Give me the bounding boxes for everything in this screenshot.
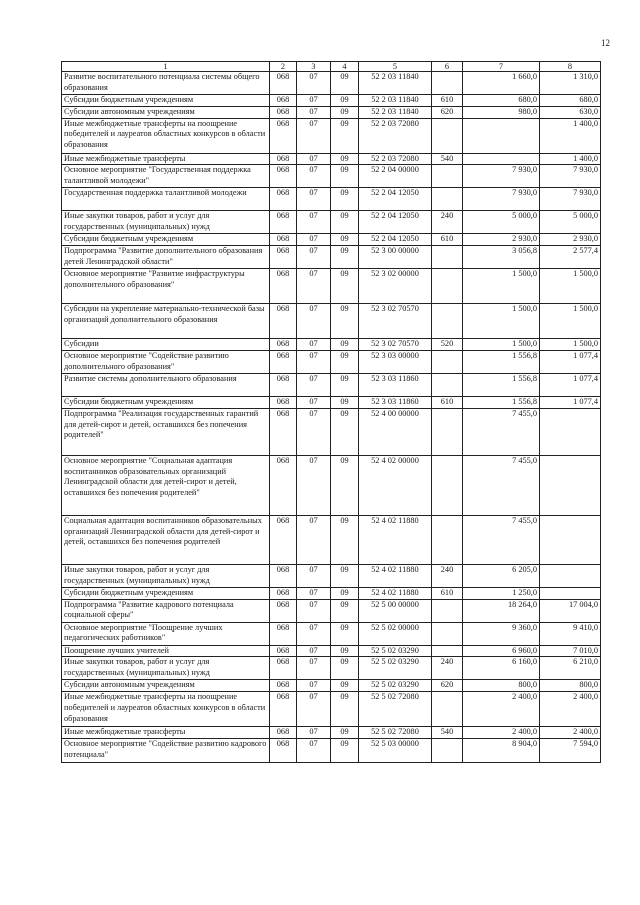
admin-code-cell: 068 [270, 339, 297, 351]
row-name-cell: Субсидии на укрепление материально-технической базы организаций дополнительного образования [62, 304, 270, 339]
admin-code-cell: 068 [270, 564, 297, 587]
column-header: 7 [463, 62, 540, 72]
subsection-code-cell: 09 [331, 564, 359, 587]
expense-type-code-cell [432, 645, 463, 657]
amount-year-1-cell: 980,0 [463, 106, 540, 118]
subsection-code-cell: 09 [331, 246, 359, 269]
section-code-cell: 07 [297, 738, 331, 762]
expense-type-code-cell: 610 [432, 95, 463, 107]
section-code-cell: 07 [297, 269, 331, 304]
expense-type-code-cell: 620 [432, 680, 463, 692]
amount-year-1-cell: 1 556,8 [463, 373, 540, 396]
amount-year-2-cell: 1 077,4 [540, 396, 601, 408]
row-name-cell: Иные межбюджетные трансферты на поощрение победителей и лауреатов областных конкурсов в области образования [62, 118, 270, 153]
subsection-code-cell: 09 [331, 106, 359, 118]
subsection-code-cell: 09 [331, 211, 359, 234]
amount-year-2-cell: 17 004,0 [540, 599, 601, 622]
amount-year-2-cell: 7 594,0 [540, 738, 601, 762]
amount-year-1-cell [463, 153, 540, 165]
row-name-cell: Основное мероприятие "Содействие развитию дополнительного образования" [62, 350, 270, 373]
subsection-code-cell: 09 [331, 455, 359, 515]
amount-year-2-cell [540, 455, 601, 515]
amount-year-1-cell: 2 930,0 [463, 234, 540, 246]
amount-year-2-cell: 5 000,0 [540, 211, 601, 234]
target-code-cell: 52 2 03 11840 [359, 72, 432, 95]
table-row [62, 72, 601, 95]
section-code-cell: 07 [297, 657, 331, 680]
amount-year-2-cell [540, 515, 601, 564]
table-row [62, 339, 601, 351]
target-code-cell: 52 5 02 00000 [359, 622, 432, 645]
amount-year-1-cell: 3 056,8 [463, 246, 540, 269]
admin-code-cell: 068 [270, 657, 297, 680]
amount-year-2-cell: 1 077,4 [540, 350, 601, 373]
amount-year-1-cell: 1 556,8 [463, 350, 540, 373]
table-row [62, 118, 601, 153]
column-header: 4 [331, 62, 359, 72]
subsection-code-cell: 09 [331, 188, 359, 211]
subsection-code-cell: 09 [331, 72, 359, 95]
admin-code-cell: 068 [270, 599, 297, 622]
table-row [62, 350, 601, 373]
amount-year-1-cell: 1 500,0 [463, 339, 540, 351]
section-code-cell: 07 [297, 692, 331, 727]
admin-code-cell: 068 [270, 269, 297, 304]
amount-year-1-cell: 6 960,0 [463, 645, 540, 657]
subsection-code-cell: 09 [331, 727, 359, 739]
target-code-cell: 52 4 00 00000 [359, 408, 432, 455]
admin-code-cell: 068 [270, 188, 297, 211]
amount-year-2-cell: 2 400,0 [540, 727, 601, 739]
target-code-cell: 52 4 02 11880 [359, 515, 432, 564]
admin-code-cell: 068 [270, 211, 297, 234]
expense-type-code-cell: 520 [432, 339, 463, 351]
amount-year-2-cell: 2 577,4 [540, 246, 601, 269]
row-name-cell: Иные закупки товаров, работ и услуг для государственных (муниципальных) нужд [62, 564, 270, 587]
row-name-cell: Государственная поддержка талантливой молодежи [62, 188, 270, 211]
admin-code-cell: 068 [270, 515, 297, 564]
amount-year-2-cell: 7 930,0 [540, 188, 601, 211]
row-name-cell: Субсидии автономным учреждениям [62, 106, 270, 118]
row-name-cell: Развитие системы дополнительного образования [62, 373, 270, 396]
row-name-cell: Субсидии бюджетным учреждениям [62, 587, 270, 599]
section-code-cell: 07 [297, 396, 331, 408]
target-code-cell: 52 5 00 00000 [359, 599, 432, 622]
target-code-cell: 52 4 02 00000 [359, 455, 432, 515]
column-header: 5 [359, 62, 432, 72]
expense-type-code-cell [432, 188, 463, 211]
table-row [62, 408, 601, 455]
row-name-cell: Основное мероприятие "Поощрение лучших педагогических работников" [62, 622, 270, 645]
page-number: 12 [601, 38, 610, 48]
expense-type-code-cell [432, 738, 463, 762]
target-code-cell: 52 2 04 00000 [359, 165, 432, 188]
section-code-cell: 07 [297, 118, 331, 153]
subsection-code-cell: 09 [331, 373, 359, 396]
amount-year-1-cell [463, 118, 540, 153]
expense-type-code-cell [432, 350, 463, 373]
subsection-code-cell: 09 [331, 587, 359, 599]
section-code-cell: 07 [297, 564, 331, 587]
column-header: 3 [297, 62, 331, 72]
amount-year-2-cell: 1 400,0 [540, 118, 601, 153]
subsection-code-cell: 09 [331, 645, 359, 657]
row-name-cell: Основное мероприятие "Содействие развитию кадрового потенциала" [62, 738, 270, 762]
table-row [62, 657, 601, 680]
section-code-cell: 07 [297, 234, 331, 246]
expense-type-code-cell [432, 515, 463, 564]
table-row [62, 95, 601, 107]
target-code-cell: 52 3 00 00000 [359, 246, 432, 269]
target-code-cell: 52 5 02 03290 [359, 645, 432, 657]
expense-type-code-cell: 240 [432, 657, 463, 680]
section-code-cell: 07 [297, 373, 331, 396]
table-row [62, 645, 601, 657]
section-code-cell: 07 [297, 455, 331, 515]
amount-year-2-cell: 6 210,0 [540, 657, 601, 680]
subsection-code-cell: 09 [331, 396, 359, 408]
table-row [62, 304, 601, 339]
amount-year-2-cell: 1 310,0 [540, 72, 601, 95]
amount-year-1-cell: 2 400,0 [463, 692, 540, 727]
amount-year-1-cell: 5 000,0 [463, 211, 540, 234]
expense-type-code-cell: 540 [432, 153, 463, 165]
section-code-cell: 07 [297, 727, 331, 739]
target-code-cell: 52 5 03 00000 [359, 738, 432, 762]
expense-type-code-cell [432, 622, 463, 645]
amount-year-1-cell: 7 455,0 [463, 515, 540, 564]
budget-table [61, 61, 601, 763]
admin-code-cell: 068 [270, 304, 297, 339]
admin-code-cell: 068 [270, 165, 297, 188]
subsection-code-cell: 09 [331, 118, 359, 153]
admin-code-cell: 068 [270, 118, 297, 153]
target-code-cell: 52 5 02 03290 [359, 680, 432, 692]
admin-code-cell: 068 [270, 408, 297, 455]
admin-code-cell: 068 [270, 350, 297, 373]
target-code-cell: 52 3 03 00000 [359, 350, 432, 373]
amount-year-1-cell: 7 930,0 [463, 188, 540, 211]
expense-type-code-cell [432, 408, 463, 455]
table-row [62, 246, 601, 269]
row-name-cell: Поощрение лучших учителей [62, 645, 270, 657]
row-name-cell: Иные закупки товаров, работ и услуг для государственных (муниципальных) нужд [62, 657, 270, 680]
section-code-cell: 07 [297, 645, 331, 657]
subsection-code-cell: 09 [331, 622, 359, 645]
amount-year-2-cell [540, 408, 601, 455]
target-code-cell: 52 2 03 72080 [359, 153, 432, 165]
target-code-cell: 52 5 02 03290 [359, 657, 432, 680]
table-row [62, 599, 601, 622]
row-name-cell: Субсидии бюджетным учреждениям [62, 396, 270, 408]
expense-type-code-cell: 240 [432, 211, 463, 234]
section-code-cell: 07 [297, 622, 331, 645]
subsection-code-cell: 09 [331, 738, 359, 762]
target-code-cell: 52 3 03 11860 [359, 396, 432, 408]
column-header: 8 [540, 62, 601, 72]
amount-year-2-cell: 1 500,0 [540, 269, 601, 304]
amount-year-2-cell: 7 010,0 [540, 645, 601, 657]
table-row [62, 373, 601, 396]
target-code-cell: 52 2 03 11840 [359, 95, 432, 107]
amount-year-1-cell: 7 930,0 [463, 165, 540, 188]
table-row [62, 106, 601, 118]
target-code-cell: 52 5 02 72080 [359, 692, 432, 727]
amount-year-1-cell: 6 160,0 [463, 657, 540, 680]
target-code-cell: 52 4 02 11880 [359, 564, 432, 587]
subsection-code-cell: 09 [331, 350, 359, 373]
subsection-code-cell: 09 [331, 657, 359, 680]
section-code-cell: 07 [297, 72, 331, 95]
admin-code-cell: 068 [270, 622, 297, 645]
target-code-cell: 52 3 02 70570 [359, 304, 432, 339]
expense-type-code-cell [432, 246, 463, 269]
admin-code-cell: 068 [270, 738, 297, 762]
target-code-cell: 52 2 04 12050 [359, 211, 432, 234]
target-code-cell: 52 3 02 70570 [359, 339, 432, 351]
column-header: 1 [62, 62, 270, 72]
table-row [62, 587, 601, 599]
admin-code-cell: 068 [270, 153, 297, 165]
expense-type-code-cell [432, 165, 463, 188]
admin-code-cell: 068 [270, 72, 297, 95]
table-row [62, 515, 601, 564]
table-row [62, 692, 601, 727]
amount-year-2-cell: 7 930,0 [540, 165, 601, 188]
column-header: 2 [270, 62, 297, 72]
table-row [62, 738, 601, 762]
amount-year-2-cell: 1 077,4 [540, 373, 601, 396]
target-code-cell: 52 2 03 11840 [359, 106, 432, 118]
expense-type-code-cell [432, 373, 463, 396]
table-row [62, 269, 601, 304]
amount-year-1-cell: 7 455,0 [463, 408, 540, 455]
admin-code-cell: 068 [270, 246, 297, 269]
expense-type-code-cell [432, 72, 463, 95]
section-code-cell: 07 [297, 515, 331, 564]
section-code-cell: 07 [297, 408, 331, 455]
expense-type-code-cell: 610 [432, 587, 463, 599]
admin-code-cell: 068 [270, 587, 297, 599]
column-header: 6 [432, 62, 463, 72]
amount-year-1-cell: 18 264,0 [463, 599, 540, 622]
admin-code-cell: 068 [270, 95, 297, 107]
table-body [62, 72, 601, 763]
admin-code-cell: 068 [270, 727, 297, 739]
amount-year-1-cell: 1 500,0 [463, 269, 540, 304]
admin-code-cell: 068 [270, 645, 297, 657]
amount-year-1-cell: 9 360,0 [463, 622, 540, 645]
table-row [62, 680, 601, 692]
row-name-cell: Основное мероприятие "Социальная адаптация воспитанников образовательных организаций Ленинградской области для детей-сирот и детей, оставшихся без попечения родителей" [62, 455, 270, 515]
amount-year-1-cell: 1 250,0 [463, 587, 540, 599]
expense-type-code-cell: 620 [432, 106, 463, 118]
amount-year-1-cell: 800,0 [463, 680, 540, 692]
subsection-code-cell: 09 [331, 269, 359, 304]
target-code-cell: 52 4 02 11880 [359, 587, 432, 599]
section-code-cell: 07 [297, 339, 331, 351]
amount-year-1-cell: 2 400,0 [463, 727, 540, 739]
row-name-cell: Субсидии бюджетным учреждениям [62, 95, 270, 107]
section-code-cell: 07 [297, 246, 331, 269]
expense-type-code-cell: 610 [432, 396, 463, 408]
admin-code-cell: 068 [270, 680, 297, 692]
section-code-cell: 07 [297, 350, 331, 373]
amount-year-1-cell: 6 205,0 [463, 564, 540, 587]
target-code-cell: 52 2 03 72080 [359, 118, 432, 153]
section-code-cell: 07 [297, 211, 331, 234]
amount-year-2-cell [540, 587, 601, 599]
table-row [62, 622, 601, 645]
target-code-cell: 52 2 04 12050 [359, 188, 432, 211]
expense-type-code-cell [432, 304, 463, 339]
expense-type-code-cell: 610 [432, 234, 463, 246]
row-name-cell: Подпрограмма "Реализация государственных гарантий для детей-сирот и детей, оставшихся без попечения родителей" [62, 408, 270, 455]
expense-type-code-cell [432, 269, 463, 304]
row-name-cell: Развитие воспитательного потенциала системы общего образования [62, 72, 270, 95]
subsection-code-cell: 09 [331, 408, 359, 455]
section-code-cell: 07 [297, 95, 331, 107]
admin-code-cell: 068 [270, 396, 297, 408]
row-name-cell: Иные закупки товаров, работ и услуг для государственных (муниципальных) нужд [62, 211, 270, 234]
expense-type-code-cell: 540 [432, 727, 463, 739]
table-row [62, 234, 601, 246]
row-name-cell: Иные межбюджетные трансферты [62, 153, 270, 165]
target-code-cell: 52 5 02 72080 [359, 727, 432, 739]
subsection-code-cell: 09 [331, 339, 359, 351]
row-name-cell: Подпрограмма "Развитие кадрового потенциала социальной сферы" [62, 599, 270, 622]
amount-year-1-cell: 680,0 [463, 95, 540, 107]
subsection-code-cell: 09 [331, 692, 359, 727]
amount-year-2-cell: 630,0 [540, 106, 601, 118]
amount-year-1-cell: 1 556,8 [463, 396, 540, 408]
expense-type-code-cell [432, 692, 463, 727]
admin-code-cell: 068 [270, 692, 297, 727]
row-name-cell: Субсидии автономным учреждениям [62, 680, 270, 692]
section-code-cell: 07 [297, 680, 331, 692]
expense-type-code-cell [432, 599, 463, 622]
amount-year-2-cell: 9 410,0 [540, 622, 601, 645]
row-name-cell: Социальная адаптация воспитанников образовательных организаций Ленинградской области для детей-сирот и детей, оставшихся без попечения родителей [62, 515, 270, 564]
admin-code-cell: 068 [270, 455, 297, 515]
subsection-code-cell: 09 [331, 234, 359, 246]
subsection-code-cell: 09 [331, 153, 359, 165]
subsection-code-cell: 09 [331, 304, 359, 339]
admin-code-cell: 068 [270, 106, 297, 118]
subsection-code-cell: 09 [331, 95, 359, 107]
table-row [62, 564, 601, 587]
row-name-cell: Подпрограмма "Развитие дополнительного образования детей Ленинградской области" [62, 246, 270, 269]
amount-year-2-cell: 2 930,0 [540, 234, 601, 246]
subsection-code-cell: 09 [331, 165, 359, 188]
amount-year-1-cell: 7 455,0 [463, 455, 540, 515]
amount-year-2-cell: 680,0 [540, 95, 601, 107]
admin-code-cell: 068 [270, 373, 297, 396]
target-code-cell: 52 3 02 00000 [359, 269, 432, 304]
amount-year-1-cell: 1 500,0 [463, 304, 540, 339]
table-row [62, 165, 601, 188]
row-name-cell: Основное мероприятие "Развитие инфраструктуры дополнительного образования" [62, 269, 270, 304]
table-header-row [62, 62, 601, 72]
section-code-cell: 07 [297, 106, 331, 118]
subsection-code-cell: 09 [331, 515, 359, 564]
table-row [62, 153, 601, 165]
table-row [62, 211, 601, 234]
amount-year-2-cell: 1 500,0 [540, 304, 601, 339]
amount-year-1-cell: 8 904,0 [463, 738, 540, 762]
admin-code-cell: 068 [270, 234, 297, 246]
row-name-cell: Субсидии бюджетным учреждениям [62, 234, 270, 246]
amount-year-2-cell: 1 400,0 [540, 153, 601, 165]
row-name-cell: Субсидии [62, 339, 270, 351]
amount-year-2-cell: 2 400,0 [540, 692, 601, 727]
target-code-cell: 52 2 04 12050 [359, 234, 432, 246]
section-code-cell: 07 [297, 153, 331, 165]
row-name-cell: Иные межбюджетные трансферты [62, 727, 270, 739]
expense-type-code-cell [432, 455, 463, 515]
table-row [62, 188, 601, 211]
section-code-cell: 07 [297, 165, 331, 188]
subsection-code-cell: 09 [331, 599, 359, 622]
section-code-cell: 07 [297, 587, 331, 599]
table-row [62, 396, 601, 408]
subsection-code-cell: 09 [331, 680, 359, 692]
section-code-cell: 07 [297, 304, 331, 339]
section-code-cell: 07 [297, 599, 331, 622]
expense-type-code-cell [432, 118, 463, 153]
table-row [62, 455, 601, 515]
target-code-cell: 52 3 03 11860 [359, 373, 432, 396]
row-name-cell: Основное мероприятие "Государственная поддержка талантливой молодежи" [62, 165, 270, 188]
section-code-cell: 07 [297, 188, 331, 211]
row-name-cell: Иные межбюджетные трансферты на поощрение победителей и лауреатов областных конкурсов в области образования [62, 692, 270, 727]
amount-year-1-cell: 1 660,0 [463, 72, 540, 95]
amount-year-2-cell: 1 500,0 [540, 339, 601, 351]
expense-type-code-cell: 240 [432, 564, 463, 587]
amount-year-2-cell [540, 564, 601, 587]
table-row [62, 727, 601, 739]
amount-year-2-cell: 800,0 [540, 680, 601, 692]
